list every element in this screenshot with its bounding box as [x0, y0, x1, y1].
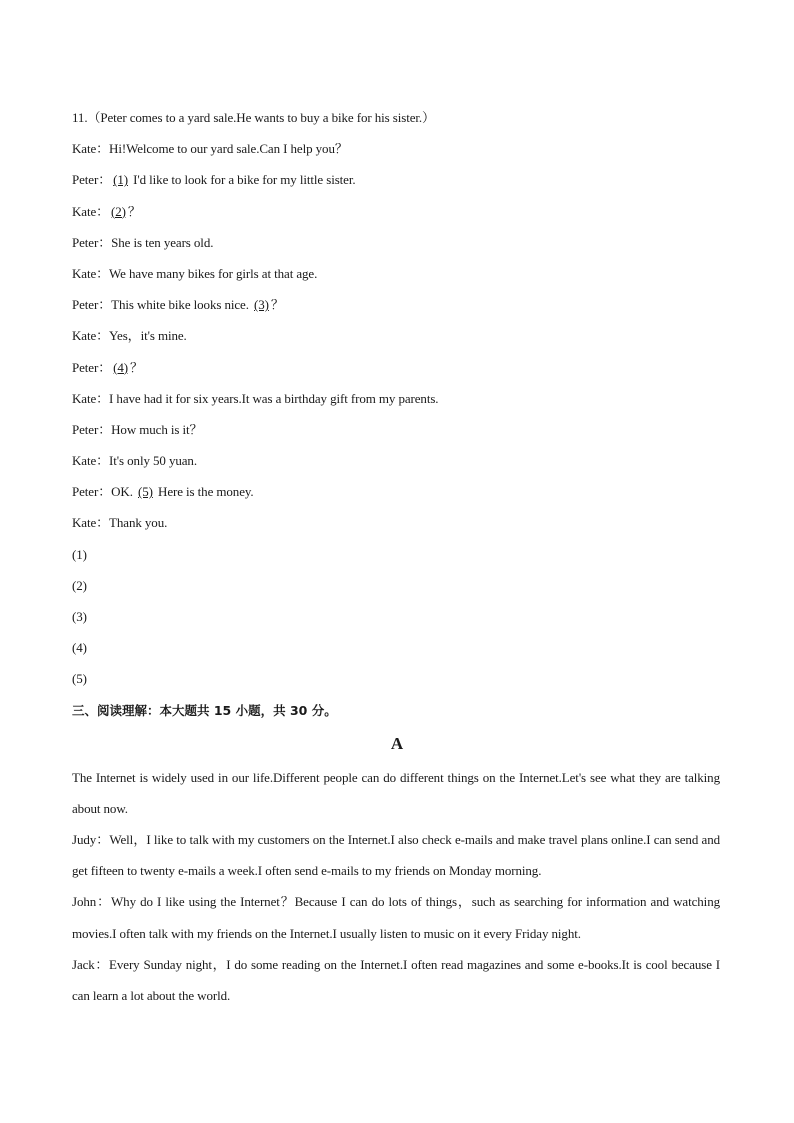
speaker: Kate： [72, 141, 110, 157]
line-text: ？ [270, 297, 284, 313]
answer-slot-1[interactable]: (1) [72, 546, 87, 562]
passage-paragraph: Jack：Every Sunday night，I do some reading on the Internet.I often read magazines and some e-books.It is cool because I can learn a lot about the world. [72, 956, 720, 1003]
speaker: Peter： [72, 484, 112, 500]
dialogue-line [72, 258, 722, 289]
line-text: Here is the money. [154, 484, 254, 500]
speaker: Peter： [72, 172, 112, 188]
question-intro: 11.（Peter comes to a yard sale.He wants to buy a bike for his sister.） [72, 110, 435, 125]
speaker: Kate： [72, 390, 110, 406]
speaker: Kate： [72, 265, 110, 281]
answer-slot-5[interactable]: (5) [72, 671, 87, 687]
line-text: We have many bikes for girls at that age. [109, 265, 318, 281]
dialogue-line [72, 445, 722, 476]
blank-4[interactable]: (4) [113, 359, 128, 375]
blank-2[interactable]: (2) [111, 203, 126, 219]
speaker: Peter： [72, 297, 112, 313]
answer-slot-3[interactable]: (3) [72, 609, 87, 624]
line-text: I have had it for six years.It was a birthday gift from my parents. [109, 390, 439, 406]
speaker: Kate： [72, 515, 110, 531]
section-heading: 三、阅读理解：本大题共 15 小题，共 30 分。 [72, 702, 337, 718]
passage-title: A [390, 733, 404, 753]
answer-list [72, 539, 722, 695]
dialogue-line [72, 133, 722, 164]
line-text: OK. [111, 484, 137, 500]
answer-slot-2[interactable]: (2) [72, 577, 87, 593]
blank-5[interactable]: (5) [138, 484, 153, 500]
dialogue-line [72, 164, 722, 195]
line-text: I'd like to look for a bike for my little sister. [129, 172, 356, 188]
line-text: ？ [129, 359, 143, 375]
speaker: Kate： [72, 203, 110, 219]
blank-3[interactable]: (3) [254, 297, 269, 313]
dialogue-line [72, 289, 722, 320]
passage-body [72, 762, 722, 1012]
speaker: Peter： [72, 234, 112, 250]
line-text: She is ten years old. [111, 234, 214, 250]
line-text: ？ [127, 203, 141, 219]
passage-paragraph: The Internet is widely used in our life.Different people can do different things on the Internet.Let's see what they are talking about now. [72, 769, 720, 816]
speaker: Peter： [72, 421, 112, 437]
line-text: It's only 50 yuan. [109, 453, 197, 469]
speaker: Kate： [72, 453, 110, 469]
dialogue-line [72, 352, 722, 383]
speaker: Peter： [72, 359, 112, 375]
dialogue-line [72, 476, 722, 507]
line-text: How much is it？ [111, 421, 203, 437]
dialogue-line [72, 196, 722, 227]
line-text: Thank you. [109, 515, 168, 531]
dialogue [72, 133, 722, 538]
answer-slot-4[interactable]: (4) [72, 640, 87, 656]
dialogue-line [72, 383, 722, 414]
dialogue-line [72, 320, 722, 351]
dialogue-line [72, 227, 722, 258]
line-text: Hi!Welcome to our yard sale.Can I help you？ [109, 141, 348, 157]
passage-paragraph: Judy：Well，I like to talk with my customers on the Internet.I also check e-mails and make travel plans online.I can send and get fifteen to twenty e-mails a week.I often send e-mails to my friends on Monday morning. [72, 831, 720, 879]
dialogue-line [72, 507, 722, 538]
line-text: This white bike looks nice. [111, 297, 253, 313]
speaker: Kate： [72, 328, 110, 344]
blank-1[interactable]: (1) [113, 172, 128, 188]
document-page [72, 102, 722, 1011]
line-text: Yes，it's mine. [109, 328, 187, 344]
dialogue-line [72, 414, 722, 445]
passage-paragraph: John：Why do I like using the Internet？Because I can do lots of things，such as searching for information and watching movies.I often talk with my friends on the Internet.I usually listen to music on it every Friday night. [72, 894, 720, 941]
